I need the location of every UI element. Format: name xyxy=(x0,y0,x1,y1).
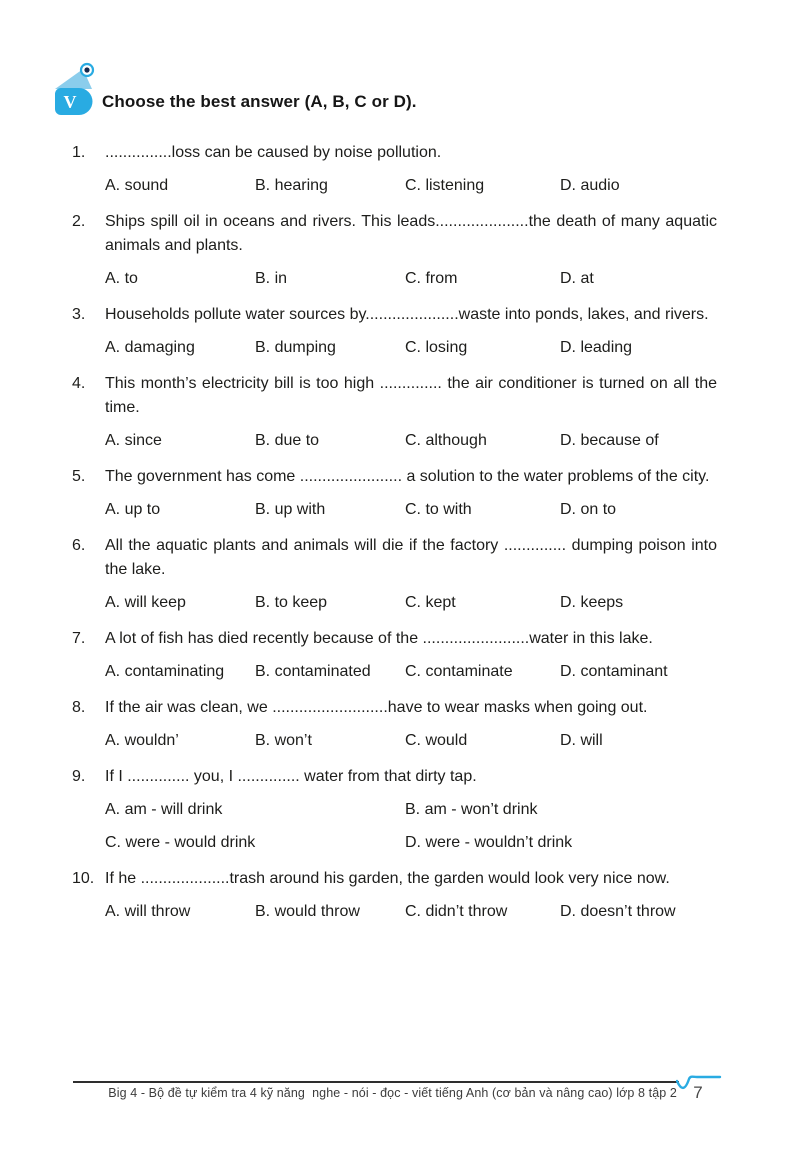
question-number: 10. xyxy=(72,870,95,887)
option-d: D. contaminant xyxy=(560,663,668,680)
question-item-6 xyxy=(60,534,720,615)
option-c: C. from xyxy=(405,270,458,287)
question-text: If I .............. you, I .............. water from that dirty tap. xyxy=(105,768,477,785)
option-a: A. to xyxy=(105,270,138,287)
options-row xyxy=(105,498,717,522)
question-item-9 xyxy=(60,765,720,855)
option-c: C. kept xyxy=(405,594,456,611)
question-item-5 xyxy=(60,465,720,522)
option-a: A. up to xyxy=(105,501,161,518)
option-d: D. leading xyxy=(560,339,633,356)
question-text: If the air was clean, we ..........................have to wear masks when going out. xyxy=(105,699,648,716)
question-number: 6. xyxy=(72,537,86,554)
question-number: 7. xyxy=(72,630,86,647)
question-text: A lot of fish has died recently because of the ........................water in this lake. xyxy=(105,630,653,647)
question-item-2 xyxy=(60,210,720,291)
question-item-4 xyxy=(60,372,720,453)
question-item-10 xyxy=(60,867,720,924)
option-c: C. losing xyxy=(405,339,468,356)
question-text: If he ....................trash around his garden, the garden would look very nice now. xyxy=(105,870,670,887)
options-row xyxy=(105,174,717,198)
section-badge-letter: V xyxy=(63,92,77,112)
page-number: 7 xyxy=(693,1083,703,1102)
option-b: B. dumping xyxy=(255,339,336,356)
option-a: A. wouldn’ xyxy=(105,732,179,749)
option-d: D. will xyxy=(560,732,603,749)
question-list xyxy=(60,141,720,936)
footer-divider xyxy=(73,1081,679,1083)
question-number: 9. xyxy=(72,768,86,785)
option-b: B. won’t xyxy=(255,732,312,749)
options-row xyxy=(105,729,717,753)
option-d: D. keeps xyxy=(560,594,624,611)
section-badge-icon xyxy=(50,62,100,118)
question-item-1 xyxy=(60,141,720,198)
question-text: Households pollute water sources by.....................waste into ponds, lakes, and rivers. xyxy=(105,306,709,323)
option-d: D. doesn’t throw xyxy=(560,903,676,920)
option-c: C. to with xyxy=(405,501,472,518)
question-text: Ships spill oil in oceans and rivers. This leads.....................the death of many aquatic animals and plants. xyxy=(105,213,717,254)
option-b: B. am - won’t drink xyxy=(405,801,538,818)
option-c: C. would xyxy=(405,732,468,749)
option-c: C. were - would drink xyxy=(105,834,256,851)
question-text: This month’s electricity bill is too high .............. the air conditioner is turned on all the time. xyxy=(105,375,717,416)
question-number: 3. xyxy=(72,306,86,323)
option-a: A. will keep xyxy=(105,594,186,611)
option-b: B. contaminated xyxy=(255,663,371,680)
option-b: B. due to xyxy=(255,432,320,449)
options-row xyxy=(105,267,717,291)
option-b: B. to keep xyxy=(255,594,328,611)
question-text: All the aquatic plants and animals will die if the factory .............. dumping poison into the lake. xyxy=(105,537,717,578)
question-number: 2. xyxy=(72,213,86,230)
option-a: A. damaging xyxy=(105,339,195,356)
question-item-7 xyxy=(60,627,720,684)
option-d: D. on to xyxy=(560,501,617,518)
option-c: C. listening xyxy=(405,177,485,194)
question-text: The government has come ....................... a solution to the water problems of the city. xyxy=(105,468,710,485)
option-c: C. contaminate xyxy=(405,663,513,680)
question-number: 4. xyxy=(72,375,86,392)
option-b: B. hearing xyxy=(255,177,328,194)
option-d: D. at xyxy=(560,270,594,287)
question-number: 1. xyxy=(72,144,86,161)
option-a: A. since xyxy=(105,432,162,449)
option-c: C. didn’t throw xyxy=(405,903,508,920)
question-text: ...............loss can be caused by noise pollution. xyxy=(105,144,442,161)
option-b: B. up with xyxy=(255,501,326,518)
option-d: D. audio xyxy=(560,177,620,194)
option-b: B. in xyxy=(255,270,288,287)
option-a: A. contaminating xyxy=(105,663,225,680)
options-row xyxy=(105,429,717,453)
option-a: A. will throw xyxy=(105,903,191,920)
option-a: A. sound xyxy=(105,177,169,194)
option-a: A. am - will drink xyxy=(105,801,223,818)
section-title: Choose the best answer (A, B, C or D). xyxy=(102,92,417,111)
option-d: D. were - wouldn’t drink xyxy=(405,834,573,851)
option-c: C. although xyxy=(405,432,487,449)
options-row xyxy=(105,336,717,360)
question-item-3 xyxy=(60,303,720,360)
question-item-8 xyxy=(60,696,720,753)
option-b: B. would throw xyxy=(255,903,360,920)
options-row xyxy=(105,660,717,684)
options-row xyxy=(105,591,717,615)
question-number: 8. xyxy=(72,699,86,716)
options-row xyxy=(105,900,717,924)
options-row xyxy=(105,798,717,855)
option-d: D. because of xyxy=(560,432,659,449)
question-number: 5. xyxy=(72,468,86,485)
section-header xyxy=(50,62,750,118)
footer-book-title: Big 4 - Bộ đề tự kiểm tra 4 kỹ năng nghe - nói - đọc - viết tiếng Anh (cơ bản và nâng cao) lớp 8 tập 2 xyxy=(108,1086,677,1100)
